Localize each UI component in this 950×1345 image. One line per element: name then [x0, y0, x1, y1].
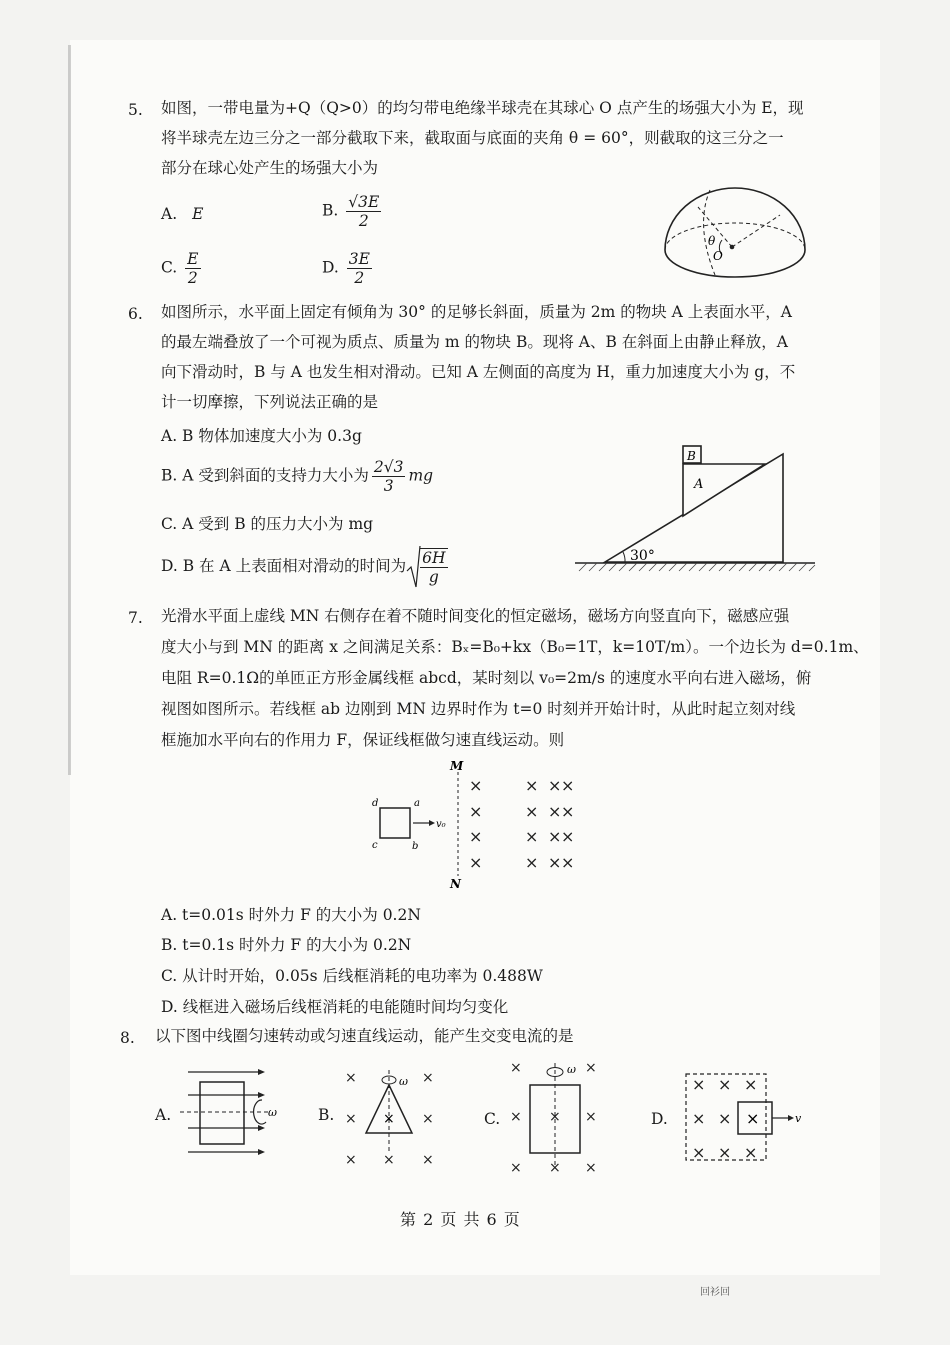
q6-line3: 向下滑动时，B 与 A 也发生相对滑动。已知 A 左侧面的高度为 H，重力加速度大小为 g，不 — [161, 363, 796, 381]
q8-option-b-label[interactable]: B. — [318, 1106, 335, 1124]
svg-text:×: × — [510, 1160, 522, 1176]
svg-text:×: × — [744, 1075, 758, 1094]
q5-option-b-fraction: $\frac{√3E}{2}$ — [348, 193, 380, 230]
q5-option-a-value: E — [192, 205, 204, 223]
q8-option-c-label[interactable]: C. — [484, 1110, 501, 1128]
svg-text:×: × — [718, 1075, 732, 1094]
q7-option-a[interactable]: A. t=0.01s 时外力 F 的大小为 0.2N — [161, 906, 421, 924]
q8-d-velocity: v — [795, 1112, 802, 1125]
q8-number: 8. — [120, 1029, 135, 1047]
svg-text:×: × — [692, 1109, 706, 1128]
q5-line3: 部分在球心处产生的场强大小为 — [161, 159, 379, 177]
q6-option-d[interactable] — [161, 545, 451, 589]
svg-text:×: × — [510, 1060, 522, 1076]
svg-text:×: × — [561, 802, 575, 821]
sqrt-sign-icon — [406, 545, 420, 589]
q8-option-d-figure[interactable] — [680, 1068, 810, 1168]
square-loop — [380, 808, 410, 838]
q6-option-d-sqrt: $\frac{6H}{g}$ — [406, 545, 450, 589]
q5-option-c-label: C. — [161, 258, 178, 277]
svg-text:×: × — [692, 1143, 706, 1162]
svg-text:×: × — [585, 1160, 597, 1176]
q7-fig-m: M — [450, 759, 464, 773]
svg-text:×: × — [548, 776, 562, 795]
svg-text:×: × — [422, 1152, 434, 1168]
q8-option-d-label[interactable]: D. — [651, 1110, 668, 1128]
svg-text:×: × — [561, 827, 575, 846]
q7-magnetic-field-figure — [365, 760, 585, 890]
q5-option-d[interactable] — [322, 250, 375, 287]
q7-fig-n: N — [450, 877, 461, 891]
svg-text:×: × — [525, 853, 539, 872]
q5-line1: 如图，一带电量为+Q（Q>0）的均匀带电绝缘半球壳在其球心 O 点产生的场强大小为 E，现 — [161, 99, 804, 117]
svg-text:×: × — [345, 1111, 357, 1127]
svg-text:×: × — [383, 1152, 395, 1168]
q5-line2: 将半球壳左边三分之一部分截取下来，截取面与底面的夹角 θ = 60°，则截取的这三分之一 — [161, 129, 784, 147]
q5-option-a-label: A. — [161, 205, 178, 223]
q7-line4: 视图如图所示。若线框 ab 边刚到 MN 边界时作为 t=0 时刻并开始计时，从此时起立刻对线 — [161, 700, 796, 718]
q8-option-b-figure[interactable] — [340, 1060, 450, 1170]
q6-line2: 的最左端叠放了一个可视为质点、质量为 m 的物块 B。现将 A、B 在斜面上由静止释放，A — [161, 333, 789, 351]
scan-edge — [68, 45, 71, 775]
q8-option-c-figure[interactable] — [505, 1055, 615, 1175]
svg-text:×: × — [345, 1152, 357, 1168]
q6-line1: 如图所示，水平面上固定有倾角为 30° 的足够长斜面，质量为 2m 的物块 A 上表面水平，A — [161, 303, 792, 321]
q6-option-a[interactable]: A. B 物体加速度大小为 0.3g — [161, 427, 362, 445]
svg-text:×: × — [718, 1143, 732, 1162]
svg-text:×: × — [718, 1109, 732, 1128]
q8-option-a-figure[interactable] — [180, 1060, 290, 1170]
q6-option-b-fraction: $\frac{2√3}{3}$ — [373, 458, 404, 495]
q6-option-b-unit: mg — [408, 466, 434, 485]
qr-corner-mark: 回衫回 — [700, 1287, 730, 1298]
q6-fig-b-label: B — [687, 449, 696, 463]
svg-text:×: × — [561, 853, 575, 872]
svg-text:×: × — [469, 853, 483, 872]
q6-line4: 计一切摩擦，下列说法正确的是 — [161, 393, 379, 411]
q6-option-b[interactable] — [161, 458, 433, 495]
svg-text:×: × — [692, 1075, 706, 1094]
q7-option-b[interactable]: B. t=0.1s 时外力 F 的大小为 0.2N — [161, 936, 412, 954]
svg-text:×: × — [548, 827, 562, 846]
q7-option-d[interactable]: D. 线框进入磁场后线框消耗的电能随时间均匀变化 — [161, 998, 509, 1016]
svg-text:×: × — [510, 1109, 522, 1125]
svg-text:×: × — [383, 1111, 395, 1127]
svg-text:×: × — [549, 1109, 561, 1125]
svg-text:×: × — [422, 1111, 434, 1127]
svg-text:×: × — [548, 853, 562, 872]
q5-option-d-label: D. — [322, 258, 339, 277]
q5-fig-theta: θ — [708, 234, 716, 248]
q7-line2: 度大小与到 MN 的距离 x 之间满足关系：Bₓ=B₀+kx（B₀=1T，k=10T/m）。一个边长为 d=0.1m、 — [161, 638, 869, 656]
q7-fig-v0: v₀ — [436, 819, 446, 830]
svg-text:×: × — [746, 1109, 760, 1128]
svg-text:×: × — [469, 827, 483, 846]
q7-line1: 光滑水平面上虚线 MN 右侧存在着不随时间变化的恒定磁场，磁场方向竖直向下，磁感应强 — [161, 607, 790, 625]
svg-text:×: × — [585, 1109, 597, 1125]
q5-option-c[interactable] — [161, 250, 204, 287]
q5-option-c-fraction: $\frac{E}{2}$ — [187, 250, 199, 287]
q5-number: 5. — [128, 101, 143, 119]
q8-c-omega: ω — [567, 1063, 576, 1076]
q5-option-d-fraction: $\frac{3E}{2}$ — [348, 250, 370, 287]
svg-text:×: × — [422, 1070, 434, 1086]
field-crosses — [469, 776, 574, 872]
q8-option-a-label[interactable]: A. — [155, 1106, 172, 1124]
q6-fig-a-label: A — [694, 477, 704, 492]
q8-b-omega: ω — [399, 1075, 408, 1088]
svg-text:×: × — [549, 1160, 561, 1176]
svg-text:×: × — [525, 802, 539, 821]
q7-number: 7. — [128, 609, 143, 627]
svg-text:×: × — [585, 1060, 597, 1076]
q5-fig-o: O — [713, 249, 723, 263]
q7-fig-b: b — [412, 841, 419, 852]
svg-text:×: × — [561, 776, 575, 795]
q5-option-a[interactable] — [161, 205, 203, 223]
q6-option-d-text: D. B 在 A 上表面相对滑动的时间为 — [161, 557, 407, 575]
q8-line1: 以下图中线圈匀速转动或匀速直线运动，能产生交变电流的是 — [155, 1027, 574, 1045]
svg-text:×: × — [525, 827, 539, 846]
svg-text:×: × — [469, 776, 483, 795]
q5-option-b[interactable] — [322, 193, 384, 230]
q7-fig-d: d — [372, 798, 379, 809]
q7-line3: 电阻 R=0.1Ω的单匝正方形金属线框 abcd，某时刻以 v₀=2m/s 的速度水平向右进入磁场，俯 — [161, 669, 812, 687]
ground-hatch — [579, 563, 815, 571]
page-footer: 第 2 页 共 6 页 — [400, 1210, 521, 1229]
q7-option-c[interactable]: C. 从计时开始，0.05s 后线框消耗的电功率为 0.488W — [161, 967, 543, 985]
q5-hemisphere-figure — [660, 185, 810, 290]
q8-a-omega: ω — [268, 1106, 277, 1119]
svg-text:×: × — [744, 1143, 758, 1162]
q6-option-b-text: B. A 受到斜面的支持力大小为 — [161, 466, 369, 485]
q6-incline-figure — [575, 440, 815, 575]
svg-text:×: × — [469, 802, 483, 821]
svg-text:×: × — [525, 776, 539, 795]
q7-line5: 框施加水平向右的作用力 F，保证线框做匀速直线运动。则 — [161, 731, 565, 749]
svg-text:×: × — [345, 1070, 357, 1086]
q6-option-c[interactable]: C. A 受到 B 的压力大小为 mg — [161, 515, 374, 533]
q6-fig-angle: 30° — [630, 548, 655, 564]
q7-fig-c: c — [372, 840, 378, 851]
q6-number: 6. — [128, 305, 143, 323]
svg-text:×: × — [548, 802, 562, 821]
q5-option-b-label: B. — [322, 201, 339, 220]
q7-fig-a: a — [414, 798, 420, 809]
